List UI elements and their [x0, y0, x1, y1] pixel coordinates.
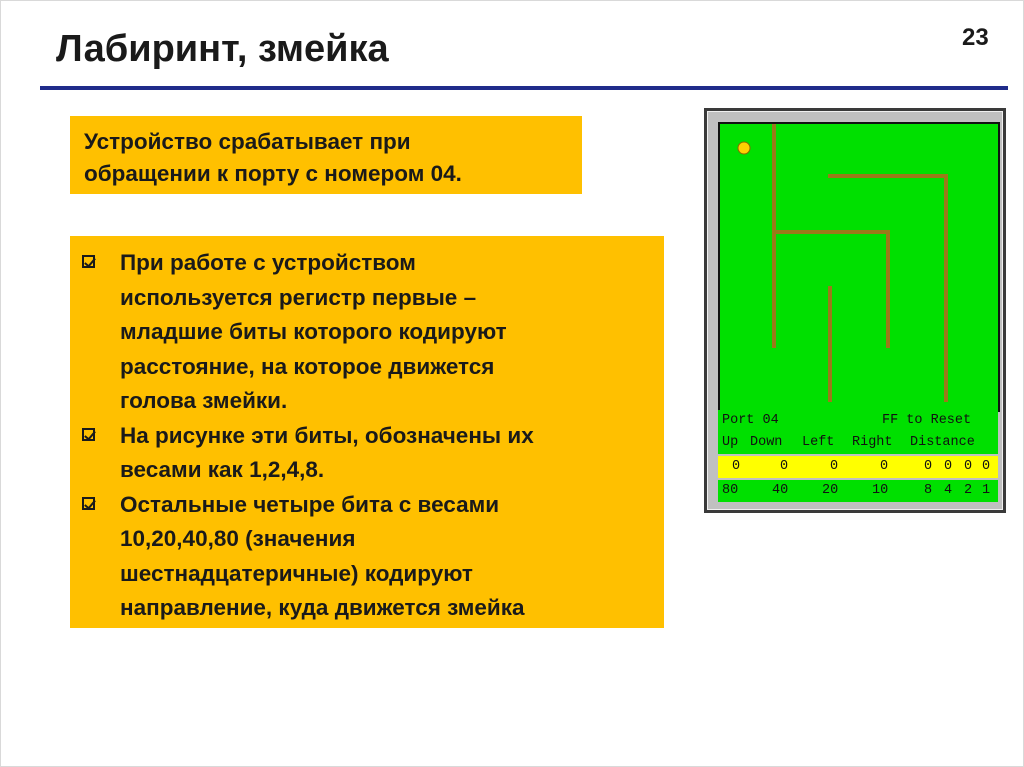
header-down: Down	[750, 435, 783, 450]
page-number: 23	[962, 24, 989, 51]
value-bit-4: 0	[944, 459, 953, 474]
bullet-text-line: младшие биты которого кодируют	[120, 319, 507, 344]
header-distance: Distance	[910, 435, 975, 450]
slide-title: Лабиринт, змейка	[56, 28, 389, 70]
bullet-text-line: весами как 1,2,4,8.	[120, 457, 325, 482]
maze-device-window	[704, 108, 1006, 513]
weight-down: 40	[772, 483, 789, 498]
checkbox-bullet-icon	[82, 255, 95, 268]
weight-up: 80	[722, 483, 739, 498]
bullet-text-line: используется регистр первые –	[120, 284, 477, 310]
maze-canvas	[720, 124, 998, 410]
port-info-line: Устройство срабатывает при	[84, 129, 411, 154]
port-info-line: обращении к порту с номером 04.	[84, 161, 462, 186]
title-divider	[40, 86, 1008, 90]
bullet-text-line: При работе с устройством	[120, 250, 416, 275]
bullet-item	[82, 419, 650, 488]
header-up: Up	[722, 435, 739, 450]
checkbox-bullet-icon	[82, 497, 95, 510]
register-description-box	[70, 236, 664, 628]
weight-right: 10	[872, 483, 889, 498]
weight-bit-8: 8	[924, 483, 933, 498]
value-right: 0	[880, 459, 889, 474]
port-register-display	[718, 410, 998, 504]
bullet-text-line: шестнадцатеричные) кодируют	[120, 560, 473, 586]
bullet-item	[82, 488, 650, 626]
header-right: Right	[852, 435, 893, 450]
reset-hint: FF to Reset	[882, 413, 972, 428]
maze-device-panel	[707, 111, 1003, 510]
value-bit-2: 0	[964, 459, 973, 474]
weight-left: 20	[822, 483, 839, 498]
weight-bit-2: 2	[964, 483, 973, 498]
header-left: Left	[802, 435, 835, 450]
port-info-box	[70, 116, 582, 194]
value-down: 0	[780, 459, 789, 474]
port-label: Port 04	[722, 413, 779, 428]
bullet-text-line: На рисунке эти биты, обозначены их	[120, 422, 534, 448]
value-left: 0	[830, 459, 839, 474]
port-header-row	[718, 410, 998, 432]
value-bit-8: 0	[924, 459, 933, 474]
bullet-text-line: Остальные четыре бита с весами	[120, 491, 500, 517]
maze-field	[718, 122, 1000, 412]
direction-header-row	[718, 432, 998, 454]
register-value-row	[718, 456, 998, 478]
weight-bit-1: 1	[982, 483, 991, 498]
weight-bit-4: 4	[944, 483, 953, 498]
bullet-text-line: расстояние, на которое движется	[120, 353, 495, 379]
checkbox-bullet-icon	[82, 428, 95, 441]
value-bit-1: 0	[982, 459, 991, 474]
snake-head-icon	[738, 142, 750, 154]
bullet-text-line: голова змейки.	[120, 388, 288, 413]
bullet-text-line: 10,20,40,80 (значения	[120, 526, 356, 551]
weight-row	[718, 480, 998, 502]
value-up: 0	[732, 459, 741, 474]
bullet-item	[82, 246, 650, 419]
bullet-text-line: направление, куда движется змейка	[120, 595, 525, 620]
